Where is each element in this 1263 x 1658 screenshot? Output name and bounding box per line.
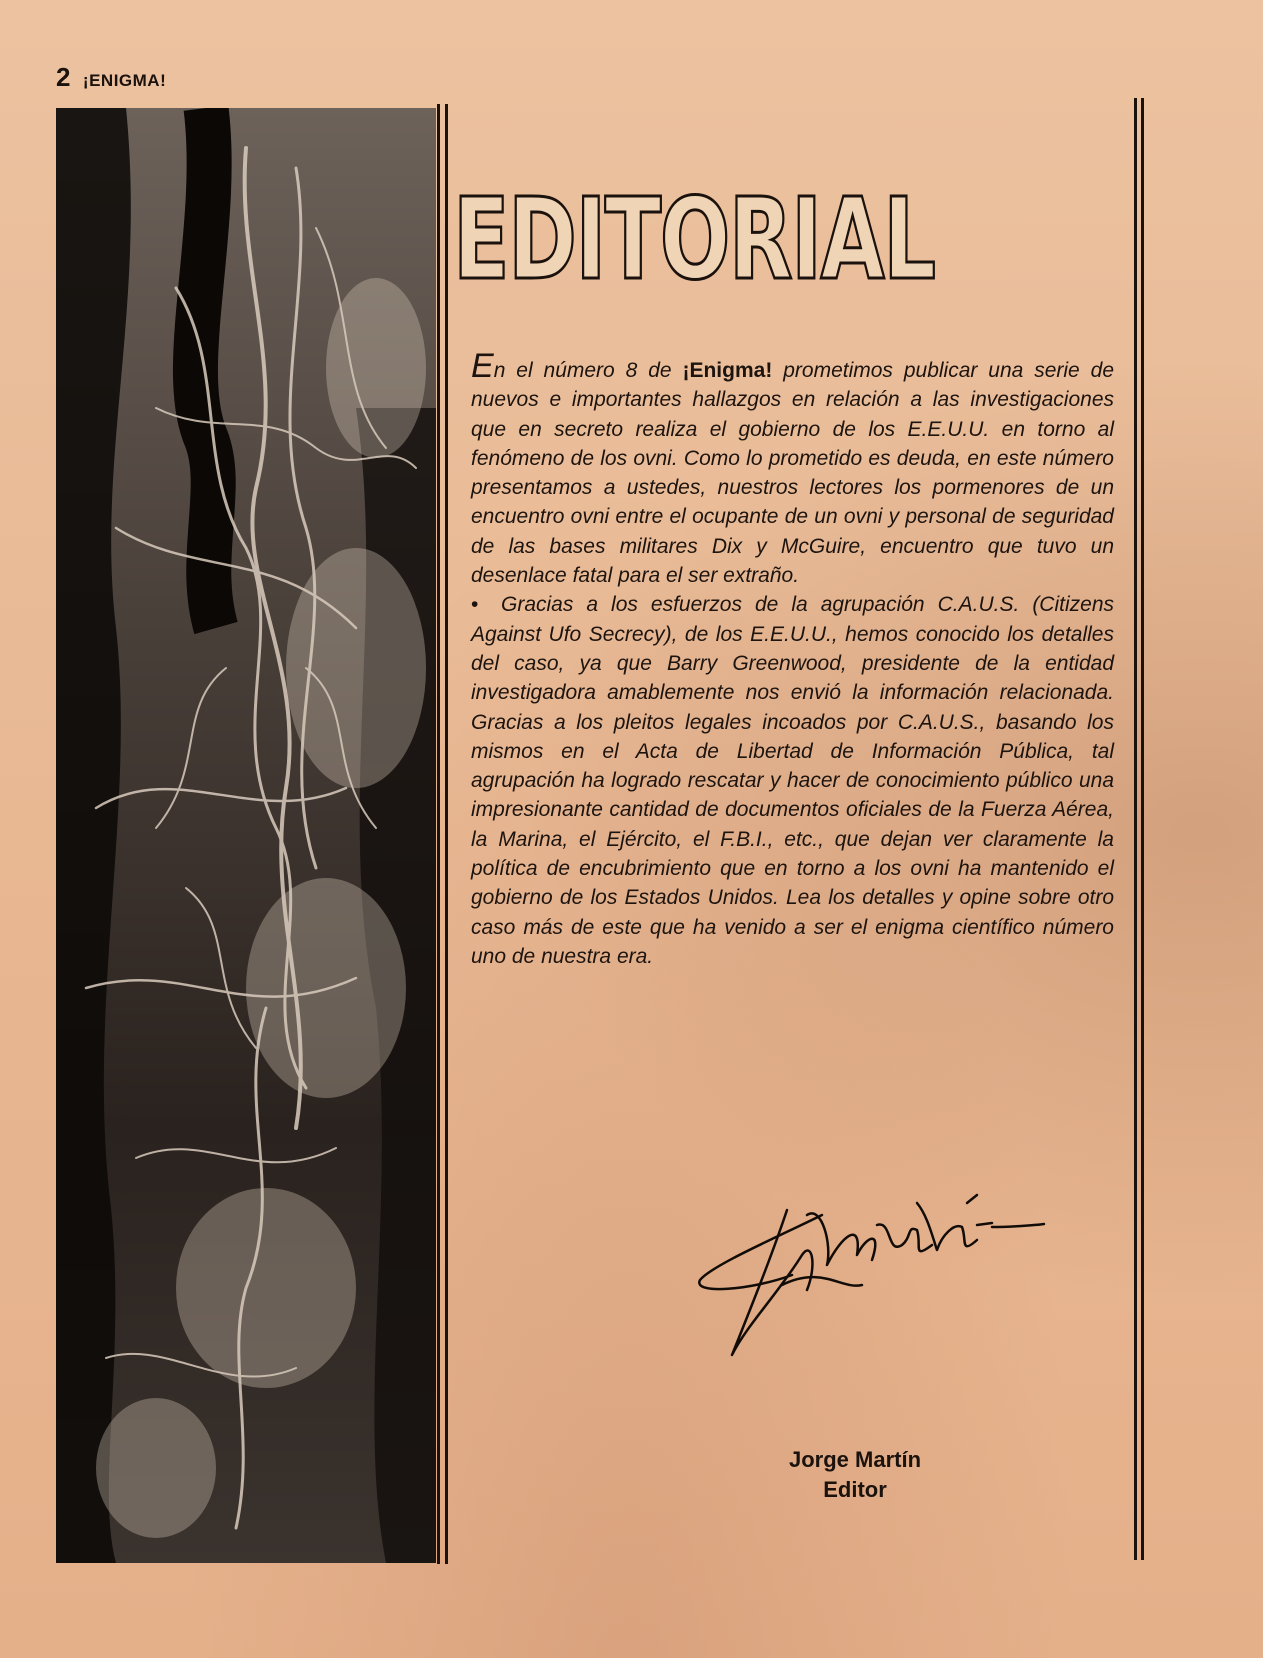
drop-cap: E	[471, 347, 494, 385]
page-number: 2	[56, 62, 71, 92]
editor-name: Jorge Martín	[788, 1447, 922, 1472]
page-header	[56, 62, 166, 93]
frame-right-line-2	[1141, 98, 1144, 1560]
frame-left-line-2	[445, 104, 448, 1564]
paragraph-1-text-start: n el número 8 de	[493, 359, 683, 382]
forest-branches-photo	[56, 108, 436, 1563]
editorial-title: EDITORIAL	[453, 175, 935, 305]
paragraph-1-text-end: prometimos publicar una serie de nuevos e importantes hallazgos en relación a las investigaciones que en secreto realiza el gobierno de los E.E.U.U. en torno al fenómeno de los ovni. Como lo prometido es deuda, en este número presentamos a ustedes, nuestros lectores los pormenores de un encuentro ovni entre el ocupante de un ovni y personal de seguridad de las bases militares Dix y McGuire, encuentro que tuvo un desenlace fatal para el ser extraño.	[471, 359, 1115, 588]
bullet-mark: •	[471, 593, 479, 617]
editorial-body	[471, 347, 1115, 971]
editor-credit	[740, 1445, 970, 1505]
forest-branches-photo-icon	[56, 108, 436, 1563]
frame-right-line-1	[1134, 98, 1137, 1560]
magazine-name-inline: ¡Enigma!	[682, 359, 773, 382]
editor-role: Editor	[823, 1477, 887, 1502]
editorial-paragraph-1	[471, 347, 1115, 590]
frame-left-line-1	[437, 104, 440, 1564]
signature-icon	[692, 1185, 1052, 1365]
magazine-name: ¡ENIGMA!	[82, 71, 167, 90]
editor-signature	[692, 1185, 1052, 1365]
paragraph-2-text: Gracias a los esfuerzos de la agrupación C.A.U.S. (Citizens Against Ufo Secrecy), de los E.E.U.U., hemos conocido los detalles del caso, ya que Barry Greenwood, presidente de la entidad investigadora amablemente nos envió la información relacionada. Gracias a los pleitos legales incoados por C.A.U.S., basando los mismos en el Acta de Libertad de Información Pública, tal agrupación ha logrado rescatar y hacer de conocimiento público una impresionante cantidad de documentos oficiales de la Fuerza Aérea, la Marina, el Ejército, el F.B.I., etc., que dejan ver claramente la política de encubrimiento que en torno a los ovni ha mantenido el gobierno de los Estados Unidos. Lea los detalles y opine sobre otro caso más de este que ha venido a ser el enigma científico número uno de nuestra era.	[471, 593, 1114, 968]
editorial-paragraph-2	[471, 590, 1114, 971]
